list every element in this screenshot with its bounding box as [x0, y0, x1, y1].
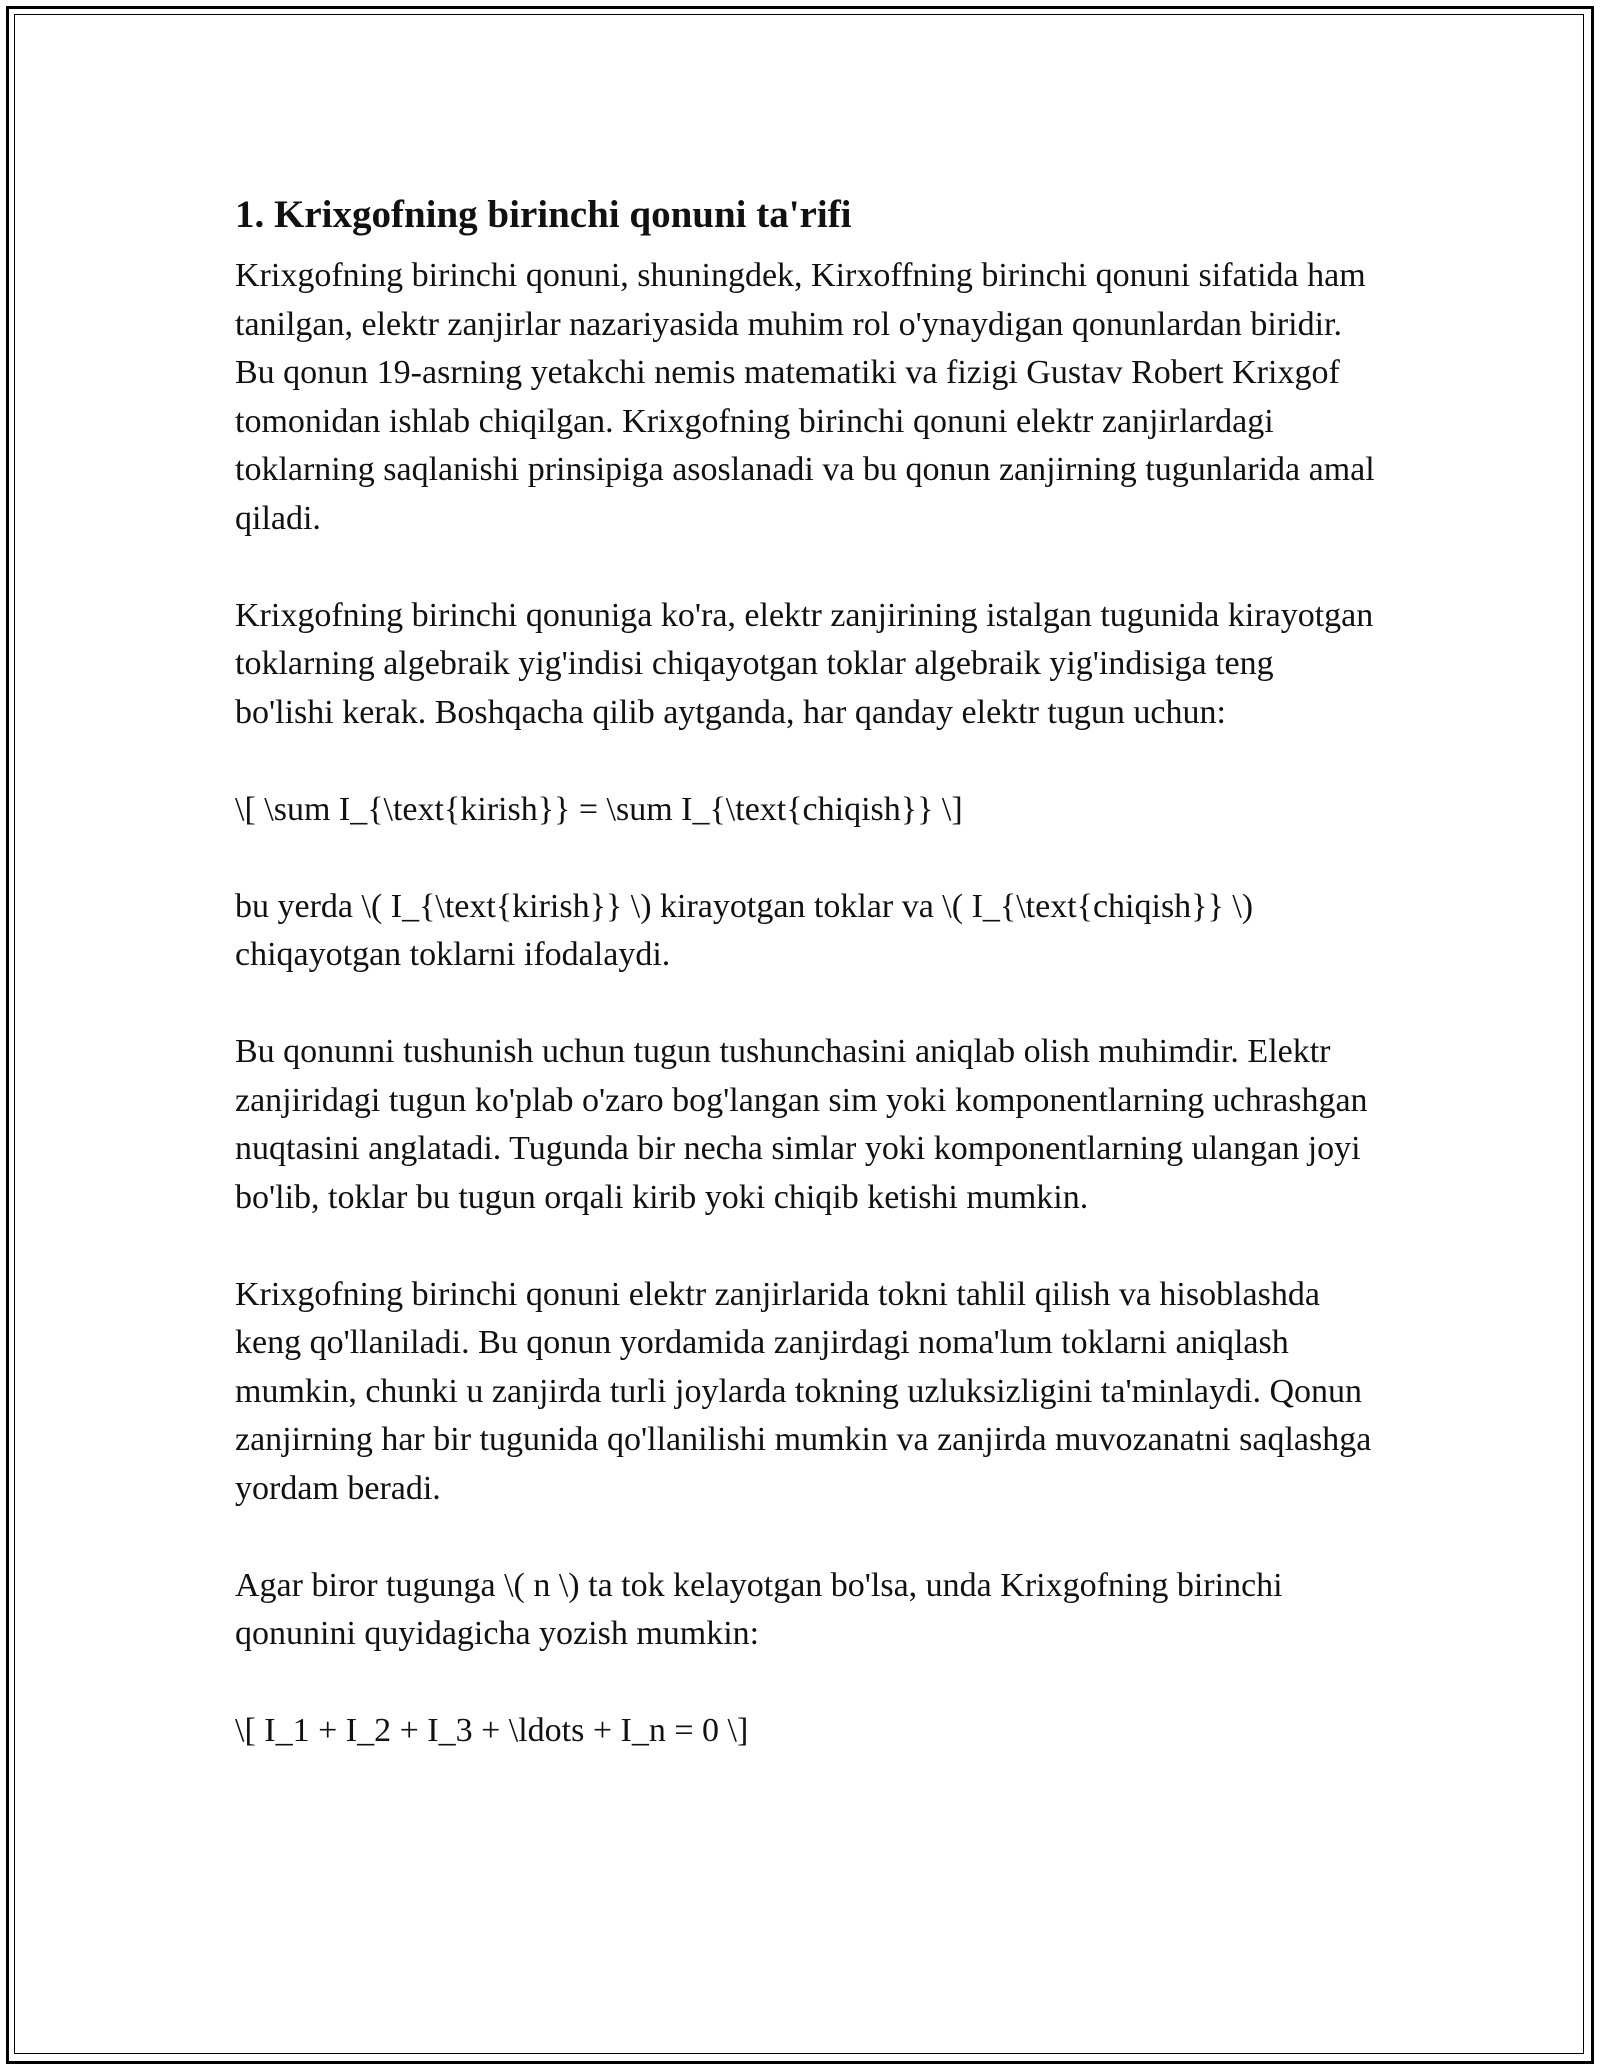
section-heading: 1. Krixgofning birinchi qonuni ta'rifi	[235, 193, 852, 236]
paragraph-formula-explanation: bu yerda \( I_{\text{kirish}} \) kirayotgan toklar va \( I_{\text{chiqish}} \) chiqayotgan toklarni ifodalaydi.	[235, 887, 1254, 973]
formula-sum-currents: \[ \sum I_{\text{kirish}} = \sum I_{\text{chiqish}} \]	[235, 790, 963, 828]
document-body	[235, 186, 1375, 1756]
paragraph-intro: Krixgofning birinchi qonuni, shuningdek, Kirxoffning birinchi qonuni sifatida ham tanilgan, elektr zanjirlar nazariyasida muhim rol o'ynaydigan qonunlardan biridir. Bu qonun 19-asrning yetakchi nemis matematiki va fizigi Gustav Robert Krixgof tomonidan ishlab chiqilgan. Krixgofning birinchi qonuni elektr zanjirlardagi toklarning saqlanishi prinsipiga asoslanadi va bu qonun zanjirning tugunlarida amal qiladi.	[235, 257, 1375, 537]
paragraph-application: Krixgofning birinchi qonuni elektr zanjirlarida tokni tahlil qilish va hisoblashda keng qo'llaniladi. Bu qonun yordamida zanjirdagi noma'lum toklarni aniqlash mumkin, chunki u zanjirda turli joylarda tokning uzluksizligini ta'minlaydi. Qonun zanjirning har bir tugunida qo'llanilishi mumkin va zanjirda muvozanatni saqlashga yordam beradi.	[235, 1275, 1372, 1507]
formula-current-sum-zero: \[ I_1 + I_2 + I_3 + \ldots + I_n = 0 \]	[235, 1712, 749, 1749]
paragraph-law-statement: Krixgofning birinchi qonuniga ko'ra, elektr zanjirining istalgan tugunida kirayotgan toklarning algebraik yig'indisi chiqayotgan toklar algebraik yig'indisiga teng bo'lishi kerak. Boshqacha qilib aytganda, har qanday elektr tugun uchun:	[235, 596, 1374, 731]
paragraph-n-currents: Agar biror tugunga \( n \) ta tok kelayotgan bo'lsa, unda Krixgofning birinchi qonunini quyidagicha yozish mumkin:	[235, 1566, 1283, 1652]
paragraph-node-definition: Bu qonunni tushunish uchun tugun tushunchasini aniqlab olish muhimdir. Elektr zanjiridagi tugun ko'plab o'zaro bog'langan sim yoki komponentlarning uchrashgan nuqtasini anglatadi. Tugunda bir necha simlar yoki komponentlarning ulangan joyi bo'lib, toklar bu tugun orqali kirib yoki chiqib ketishi mumkin.	[235, 1033, 1368, 1216]
